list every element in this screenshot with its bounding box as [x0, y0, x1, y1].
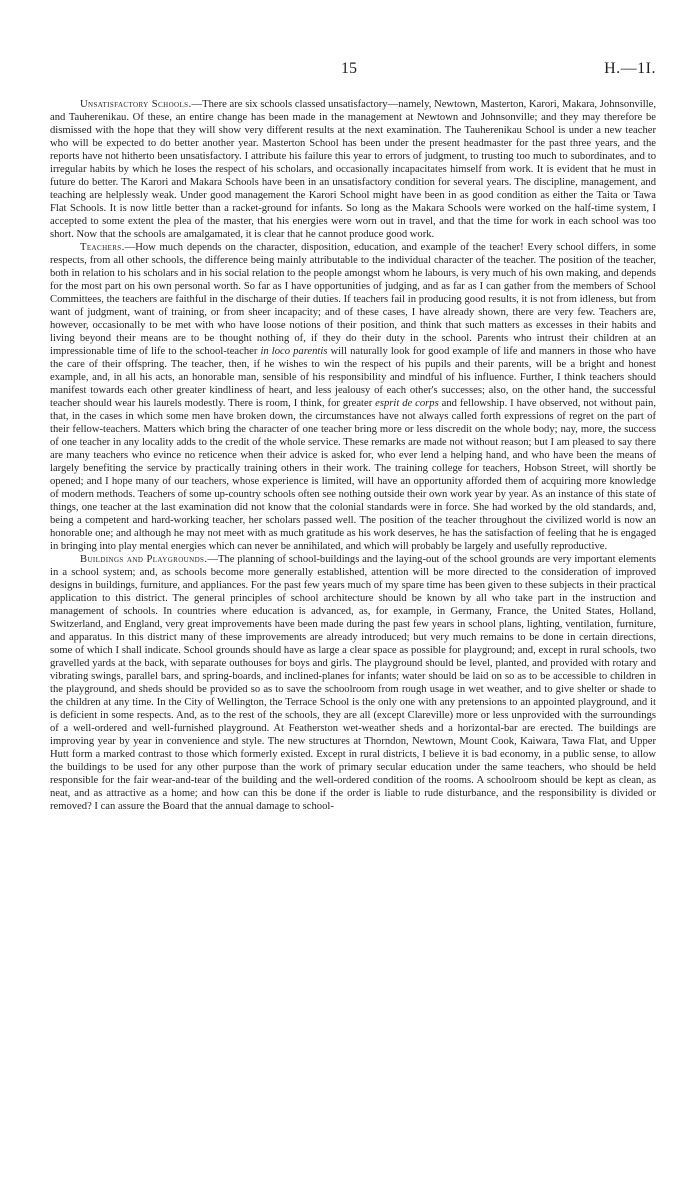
latin-phrase: in loco parentis — [260, 346, 328, 357]
paragraph-text: —There are six schools classed unsatisfactory—namely, Newtown, Masterton, Karori, Makara, Johnsonville, and Tauherenikau. Of these, an entire change has been made in the management at Newtown and Johnsonville; and they may therefore be dismissed with the hope that they will show very different results at the next examination. The Tauherenikau School is under a new teacher who will be expected to do better another year. Masterton School has been under the present headmaster for the past three years, and the reports have not hitherto been unsatisfactory. I attribute his failure this year to errors of judgment, to trusting too much to subordinates, and to irregular habits by which he loses the respect of his scholars, and occasionally incapacitates himself from work. It is evident that he must in future do better. The Karori and Makara Schools have been in an unsatisfactory condition for several years. The discipline, management, and teaching are helplessly weak. Under good management the Karori School might have been in as good condition as either the Taita or Tawa Flat Schools. It is now little better than a racket-ground for infants. So long as the Makara Schools were worked on the half-time system, I accepted to some extent the plea of the master, that his energies were worn out in travel, and that the time for work in each school was too short. Now that the schools are amalgamated, it is clear that he cannot produce good work. — [50, 99, 656, 240]
section-heading: Teachers. — [80, 242, 125, 253]
section-heading: Buildings and Playgrounds. — [80, 554, 208, 565]
paragraph-text: —The planning of school-buildings and the laying-out of the school grounds are very important elements in a school system; and, as schools become more generally established, attention will be more directed to the consideration of improved designs in buildings, furniture, and appliances. For the past few years much of my spare time has been given to these subjects in their practical application to this district. The general principles of school architecture should be known by all who take part in the instruction and management of schools. In countries where education is advanced, as, for example, in Germany, France, the United States, Holland, Switzerland, and England, very great improvements have been made during the past few years in school plans, lighting, ventilation, furniture, and apparatus. In this district many of these improvements are already introduced; but very much remains to be done in certain directions, some of which I shall indicate. School grounds should have as large a clear space as possible for playground; and, except in rural schools, two gravelled yards at the back, with separate outhouses for boys and girls. The playground should be level, planted, and provided with rotary and vibrating swings, parallel bars, and spring-boards, and inclined-planes for infants; water should be laid on so as to be accessible to children in the playground, and sheds should be provided so as to save the schoolroom from rough usage in wet weather, and to give shelter or shade to the children at any time. In the City of Wellington, the Terrace School is the only one with any pretensions to an appointed playground, and it is deficient in some respects. And, as to the rest of the schools, they are all (except Clareville) more or less unprovided with the surroundings of a well-ordered and well-furnished playground. At Featherston wet-weather sheds and a horizontal-bar are erected. The buildings are improving year by year in convenience and style. The new structures at Thorndon, Newtown, Mount Cook, Kaiwara, Tawa Flat, and Upper Hutt form a marked contrast to those which formerly existed. Except in rural districts, I believe it is bad economy, in a public sense, to allow the buildings to be used for any other purpose than the work of primary secular education under the same teachers, who should be held responsible for the fair wear-and-tear of the building and the well-ordered condition of the rooms. A schoolroom should be kept as clean, as neat, and as attractive as a home; and how can this be done if the order is liable to rude disturbance, and the responsibility is divided or removed? I can assure the Board that the annual damage to school- — [50, 554, 656, 812]
page-number: 15 — [341, 60, 357, 77]
body-text — [50, 98, 656, 813]
page-header — [0, 60, 700, 84]
paragraph-teachers — [50, 241, 656, 553]
paragraph-text: and fellowship. I have observed, not without pain, that, in the cases in which some men have broken down, the circumstances have not always called forth expressions of regret on the part of their fellow-teachers. Matters which bring the character of one teacher bring more or less discredit on the whole body; nay, more, the success of one teacher in any locality adds to the credit of the whole service. These remarks are made not without reason; but I am pleased to say there are many teachers who evince no reticence when their advice is asked for, who ever lend a helping hand, and who have been the means of largely benefiting the service by practically training others in their work. The training college for teachers, Hobson Street, will shortly be opened; and I hope many of our teachers, whose experience is limited, will have an opportunity afforded them of acquiring more knowledge of modern methods. Teachers of some up-country schools often see nothing outside their own work year by year. As an instance of this state of things, one teacher at the last examination did not know that the colonial standards were in force. She had worked by the old standards, and, being a competent and hard-working teacher, her scholars passed well. The position of the teacher throughout the civilized world is now an honorable one; and although he may not meet with as much gratitude as his work deserves, he has the satisfaction of feeling that he is engaged in bringing into play mental energies which can never be annihilated, and which will probably be largely and usefully reproductive. — [50, 398, 656, 552]
document-reference: H.—1I. — [604, 60, 656, 77]
paragraph-text: —How much depends on the character, disposition, education, and example of the teacher! Every school differs, in some respects, from all other schools, the difference being mainly attributable to the individual character of the teacher. The position of the teacher, both in relation to his scholars and in his social relation to the people amongst whom he labours, is very much of his own making, and depends for the most part on his own personal worth. So far as I have opportunities of judging, and as far as I can gather from the members of School Committees, the teachers are faithful in the discharge of their duties. If teachers fail in producing good results, it is not from idleness, but from want of judgment, want of training, or from sheer incapacity; and of these cases, I have already shown, there are very few. Teachers are, however, occasionally to be met with who have loose notions of their position, and think that such matters as excesses in their habits and living beyond their means are to be thought nothing of, if they do their duty in the school. Parents who intrust their children at an impressionable time of life to the school-teacher — [50, 242, 656, 357]
section-heading: Unsatisfactory Schools. — [80, 99, 192, 110]
paragraph-unsatisfactory-schools — [50, 98, 656, 241]
french-phrase: esprit de corps — [375, 398, 439, 409]
paragraph-buildings-and-playgrounds — [50, 553, 656, 813]
paragraph-text: will naturally look for good example of life and manners in those who have the care of their offspring. The teacher, then, if he wishes to win the respect of his pupils and their parents, will be a bright and honest example, and, in all his acts, an honorable man, sensible of his responsibility and mindful of his influence. Further, I think teachers should manifest towards each other greater kindliness of heart, and less jealousy of each other's successes; also, on the other hand, the successful teacher should wear his laurels modestly. There is room, I think, for greater — [50, 346, 656, 409]
